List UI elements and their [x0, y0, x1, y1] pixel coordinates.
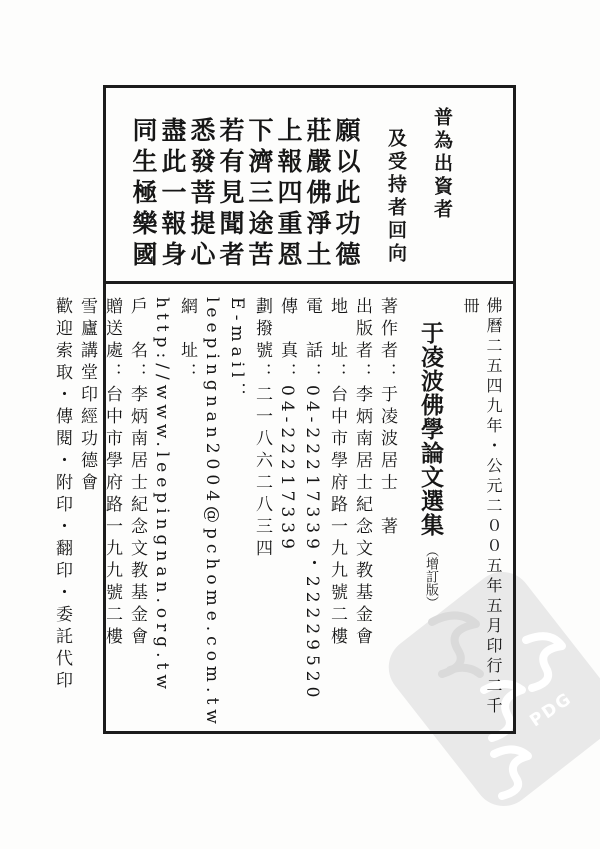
- verse-column: 盡此一報身: [158, 117, 187, 272]
- verse-column: 願以此功德: [332, 117, 361, 272]
- field-label: 贈送處：: [102, 297, 122, 385]
- verse-column: 悉發菩提心: [187, 117, 216, 272]
- field-value: http://www.leepingnan.org.tw: [152, 297, 172, 694]
- print-info-column: 佛曆二五四九年・公元二００五年五月印行二千冊: [461, 297, 503, 717]
- field-value: 04-22217339: [277, 385, 297, 554]
- field-value: 台中市學府路一九九號二樓: [102, 385, 122, 649]
- colophon-box: [52, 284, 513, 730]
- field-author: [374, 297, 399, 722]
- field-phone: [299, 297, 324, 722]
- field-website: [149, 297, 199, 722]
- welcome-reprint-line: 歡迎索取・傳閱・附印・翻印・委託代印: [52, 297, 72, 693]
- book-title-column: [413, 297, 447, 722]
- verse-column: 若有見聞者: [216, 117, 245, 272]
- verse-column: 同生極樂國: [129, 117, 158, 272]
- field-value: 二一八六二八三四: [252, 385, 272, 561]
- field-publisher: [349, 297, 374, 722]
- dedication-heading-line-2: 及受持者回向: [385, 128, 407, 266]
- field-value: 李炳南居士紀念文教基金會: [352, 385, 372, 649]
- field-label: 電 話：: [302, 297, 322, 385]
- printing-society-line: 雪廬講堂印經功德會: [77, 297, 97, 495]
- field-address: [324, 297, 349, 722]
- dedication-box: [106, 88, 513, 281]
- field-value: 于凌波居士 著: [377, 385, 397, 539]
- field-value: 04-22217339・22229520: [302, 385, 322, 703]
- watermark-pdg-label: PDG: [526, 688, 577, 732]
- field-label: 傳 真：: [277, 297, 297, 385]
- field-account-name: [124, 297, 149, 722]
- field-value: 李炳南居士紀念文教基金會: [127, 385, 147, 649]
- verse-column: 下濟三途苦: [245, 117, 274, 272]
- field-value: leepingnan2004@pchome.com.tw: [202, 297, 222, 729]
- field-label: 網 址：: [177, 297, 197, 385]
- field-value: 台中市學府路一九九號二樓: [327, 385, 347, 649]
- field-label: 地 址：: [327, 297, 347, 385]
- field-distribution: [99, 297, 124, 722]
- field-label: 戶 名：: [127, 297, 147, 385]
- dedication-heading-line-1: 普為出資者: [431, 107, 453, 222]
- field-label: 出版者：: [352, 297, 372, 385]
- field-label: 著作者：: [377, 297, 397, 385]
- edition-note: （增訂版）: [423, 544, 438, 609]
- book-title: 于凌波佛學論文選集: [417, 321, 444, 537]
- field-fax: [274, 297, 299, 722]
- field-label: E-mail：: [227, 297, 247, 405]
- field-email: [199, 297, 249, 729]
- field-postal-account: [249, 297, 274, 722]
- field-label: 劃撥號：: [252, 297, 272, 385]
- verse-column: 上報四重恩: [274, 117, 303, 272]
- verse-column: 莊嚴佛淨土: [303, 117, 332, 272]
